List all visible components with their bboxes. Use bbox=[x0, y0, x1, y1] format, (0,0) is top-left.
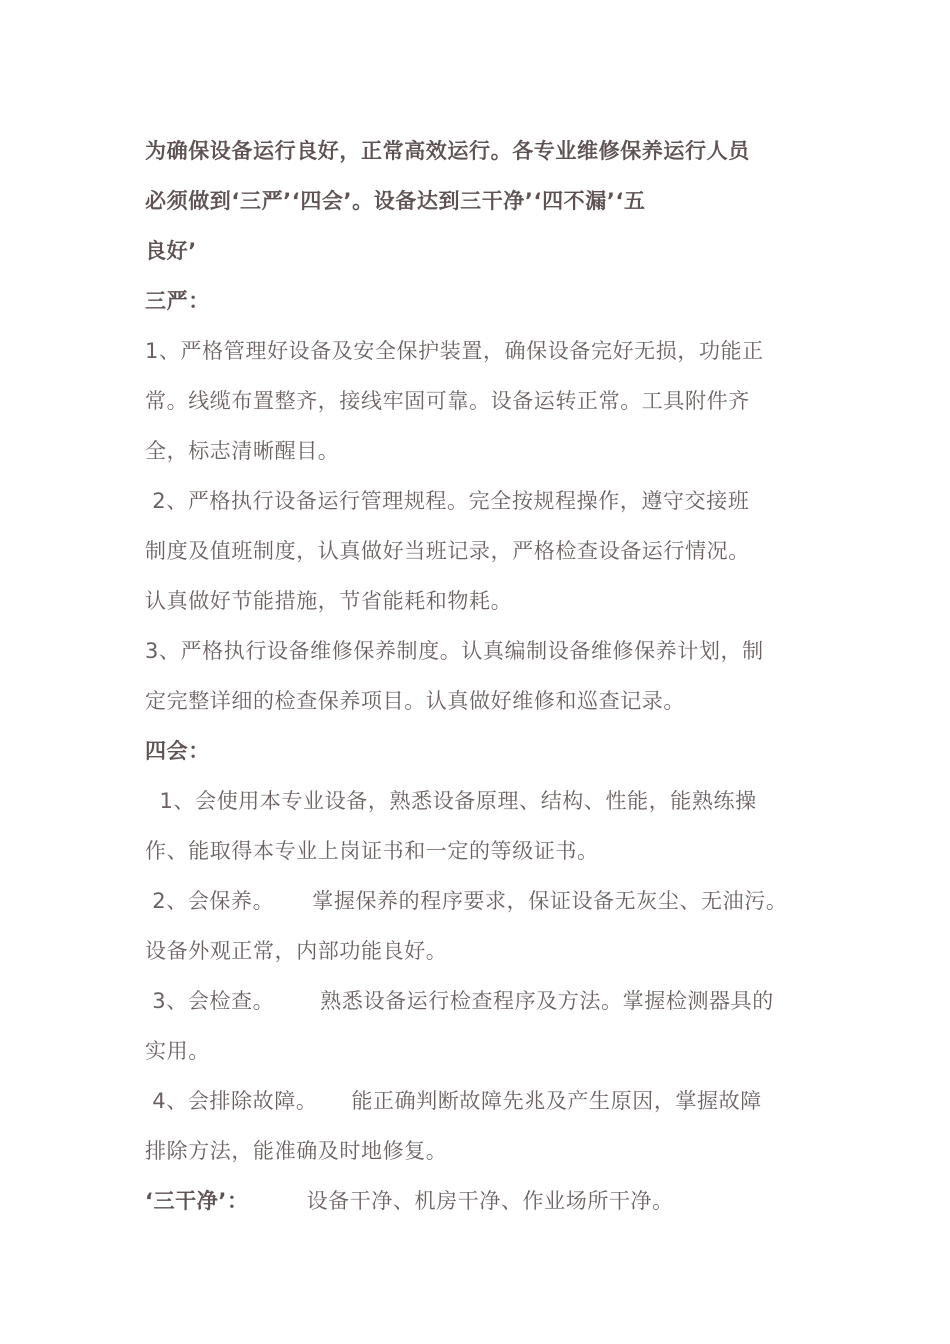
san-gan-jing-line bbox=[145, 1176, 815, 1226]
si-hui-item-2-rest: 掌握保养的程序要求，保证设备无灰尘、无油污。 bbox=[312, 889, 788, 913]
si-hui-item-4-line-2: 排除方法，能准确及时地修复。 bbox=[145, 1139, 448, 1163]
si-hui-heading: 四会： bbox=[145, 739, 210, 763]
san-yan-item-3-line-2: 定完整详细的检查保养项目。认真做好维修和巡查记录。 bbox=[145, 689, 685, 713]
san-yan-item-1-line-1: 1、严格管理好设备及安全保护装置，确保设备完好无损，功能正 bbox=[145, 339, 764, 363]
si-hui-item-3-lead: 3、会检查。 bbox=[145, 989, 275, 1013]
si-hui-item-2-lead: 2、会保养。 bbox=[145, 889, 275, 913]
intro-line-2: 必须做到‘三严’‘四会’。设备达到三干净’‘四不漏’‘五 bbox=[145, 189, 646, 213]
san-yan-item-2-line-3: 认真做好节能措施，节省能耗和物耗。 bbox=[145, 589, 513, 613]
si-hui-item-2-line-2: 设备外观正常，内部功能良好。 bbox=[145, 939, 448, 963]
si-hui-item-4-line-1 bbox=[145, 1076, 815, 1126]
san-yan-item-1-line-3: 全，标志清晰醒目。 bbox=[145, 439, 340, 463]
si-hui-item-4-lead: 4、会排除故障。 bbox=[145, 1089, 318, 1113]
si-hui-item-1-line-1: 1、会使用本专业设备，熟悉设备原理、结构、性能，能熟练操 bbox=[145, 789, 757, 813]
document-body bbox=[145, 126, 815, 1226]
intro-line-1: 为确保设备运行良好，正常高效运行。各专业维修保养运行人员 bbox=[145, 139, 750, 163]
san-yan-item-1-line-2: 常。线缆布置整齐，接线牢固可靠。设备运转正常。工具附件齐 bbox=[145, 389, 750, 413]
si-hui-item-3-line-1 bbox=[145, 976, 815, 1026]
si-hui-item-1-line-2: 作、能取得本专业上岗证书和一定的等级证书。 bbox=[145, 839, 599, 863]
si-hui-item-2-line-1 bbox=[145, 876, 815, 926]
san-yan-item-2-line-1: 2、严格执行设备运行管理规程。完全按规程操作，遵守交接班 bbox=[145, 489, 750, 513]
san-gan-jing-heading: ‘三干净’： bbox=[145, 1189, 249, 1213]
san-yan-heading: 三严： bbox=[145, 289, 210, 313]
si-hui-item-3-line-2: 实用。 bbox=[145, 1039, 210, 1063]
san-yan-item-3-line-1: 3、严格执行设备维修保养制度。认真编制设备维修保养计划，制 bbox=[145, 639, 764, 663]
intro-line-3: 良好’ bbox=[145, 239, 197, 263]
si-hui-item-3-rest: 熟悉设备运行检查程序及方法。掌握检测器具的 bbox=[320, 989, 774, 1013]
san-yan-item-2-line-2: 制度及值班制度，认真做好当班记录，严格检查设备运行情况。 bbox=[145, 539, 750, 563]
san-gan-jing-text: 设备干净、机房干净、作业场所干净。 bbox=[306, 1189, 674, 1213]
si-hui-item-4-rest: 能正确判断故障先兆及产生原因，掌握故障 bbox=[351, 1089, 762, 1113]
